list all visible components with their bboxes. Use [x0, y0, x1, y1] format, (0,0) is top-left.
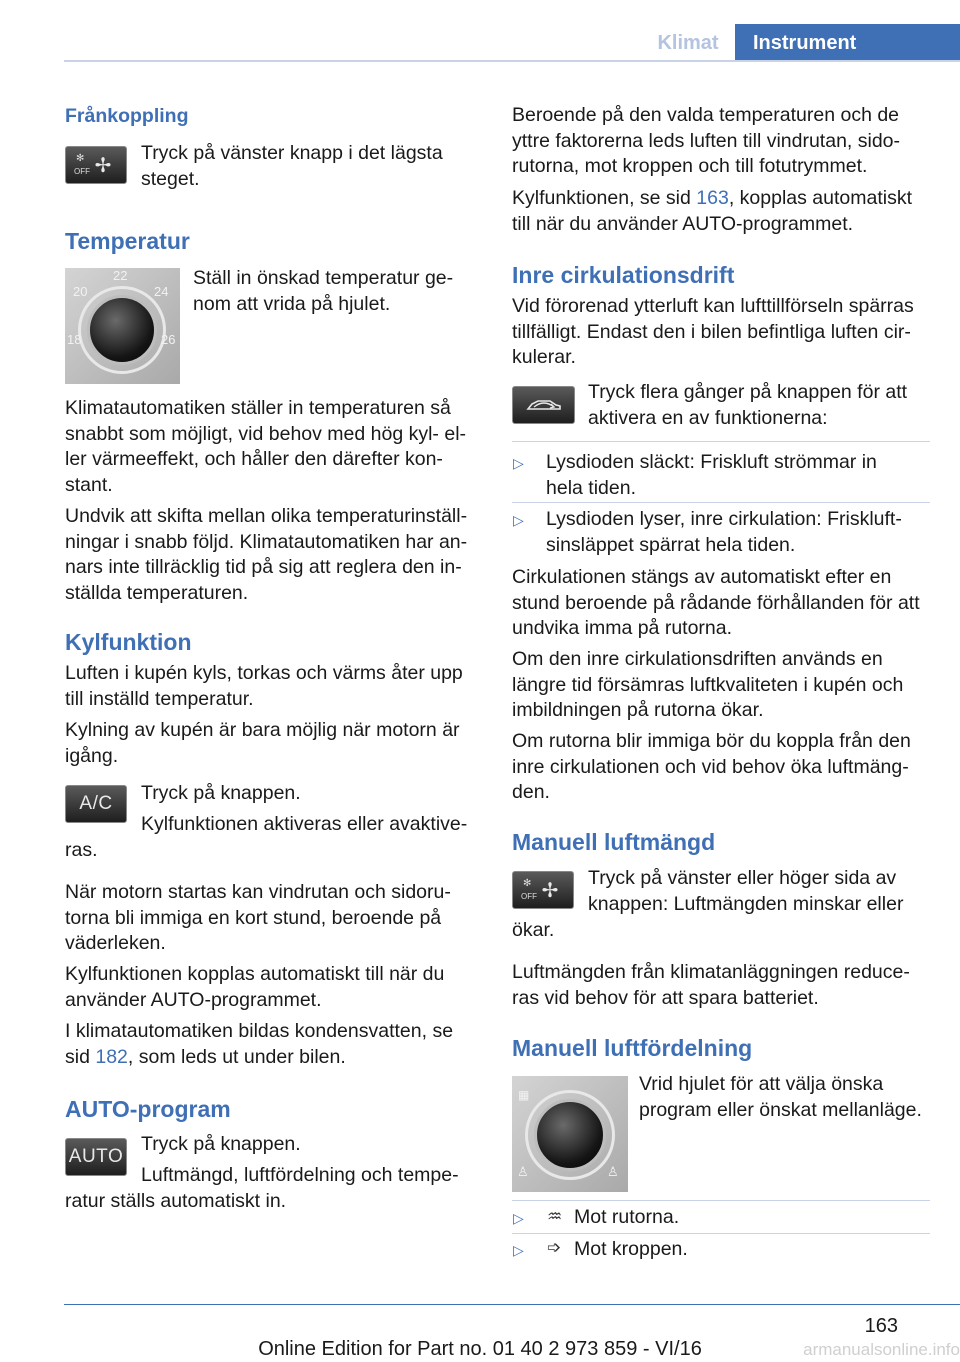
text-line: till när du använder AUTO-programmet.	[512, 212, 854, 235]
text-line: stant.	[65, 473, 113, 496]
page-number: 163	[864, 1315, 898, 1337]
text-line: yttre faktorerna leds luften till vindrutan, sido‐	[512, 129, 901, 152]
divider	[512, 1200, 930, 1201]
air-distribution-knob-image	[512, 1076, 628, 1192]
fan-icon: ✢	[94, 154, 112, 177]
heading-auto-program: AUTO-program	[65, 1096, 231, 1122]
text-line: I klimatautomatiken bildas kondensvatten, se	[65, 1020, 454, 1042]
text-line: ler värmeeffekt, och håller den därefter kon‐	[65, 448, 443, 471]
windshield-defrost-icon: ♒	[547, 1207, 563, 1226]
footer-divider	[64, 1304, 960, 1305]
auto-button-image	[65, 1138, 127, 1176]
text-line: Lysdioden lyser, inre cirkulation: Friskluft‐	[546, 508, 902, 530]
heading-kylfunktion: Kylfunktion	[65, 629, 192, 655]
text-line: längre tid försämras luftkvaliteten i kupén och	[512, 673, 904, 696]
luftmangd-paragraph	[512, 960, 942, 1011]
kylfunktion-btn-text-3: ras.	[65, 839, 98, 861]
text-line: ningar i snabb följd. Klimatautomatiken har an‐	[65, 530, 468, 553]
text-line: till inställd temperatur.	[65, 687, 254, 710]
text-line: Vid förorenad ytterluft kan lufttillförseln spärras	[512, 295, 914, 317]
heading-manuell-luftmangd: Manuell luftmängd	[512, 829, 716, 855]
text-line: Kylfunktionen, se sid 163, kopplas automatiskt	[512, 187, 913, 209]
temperatur-text-2: nom att vrida på hjulet.	[193, 293, 391, 315]
fan-off-button-image	[65, 146, 127, 184]
text-line: Klimatautomatiken ställer in temperaturen så	[65, 397, 451, 419]
auto-text-2: Luftmängd, luftfördelning och tempe‐	[141, 1164, 459, 1186]
text-line: ställda temperaturen.	[65, 581, 249, 604]
heading-inre-cirkulationsdrift: Inre cirkulationsdrift	[512, 262, 735, 288]
temperatur-paragraph-1	[65, 396, 485, 498]
frankoppling-text-2: steget.	[141, 168, 200, 190]
tab-klimat[interactable]: Klimat	[657, 32, 719, 54]
text-line: Kylfunktionen kopplas automatiskt till när du	[65, 963, 445, 985]
header-divider	[64, 60, 960, 62]
text-line: väderleken.	[65, 932, 166, 955]
air-distribution-knob	[534, 1099, 606, 1171]
text-line: Lysdioden släckt: Friskluft strömmar in	[546, 451, 877, 473]
body-airflow-icon: ♙	[517, 1164, 529, 1179]
text-line: hela tiden.	[546, 476, 636, 499]
text-line: använder AUTO-programmet.	[65, 988, 322, 1011]
body-airflow-icon: ➩	[547, 1238, 562, 1257]
recirculation-button-image	[512, 386, 575, 424]
list-item: Mot kroppen.	[574, 1238, 688, 1260]
kylfunktion-paragraph-5	[65, 1019, 485, 1070]
auto-button-label: AUTO	[68, 1146, 124, 1167]
bullet-triangle-icon: ▷	[513, 1210, 524, 1226]
text-line: Beroende på den valda temperaturen och de	[512, 104, 900, 126]
kylfunktion-paragraph-3	[65, 880, 485, 957]
text-line: nars inte tillräcklig tid på sig att reglera den in‐	[65, 556, 462, 579]
frankoppling-text-1: Tryck på vänster knapp i det lägsta	[141, 142, 443, 164]
inre-paragraph-2	[512, 565, 942, 642]
intro-paragraph	[512, 103, 942, 180]
bullet-triangle-icon: ▷	[513, 512, 524, 528]
bullet-triangle-icon: ▷	[513, 455, 524, 471]
list-item	[546, 450, 936, 501]
text-line: Luftmängden från klimatanläggningen reduce‐	[512, 961, 910, 983]
ac-button-label: A/C	[79, 793, 113, 814]
text-line: imbildningen på rutorna ökar.	[512, 699, 764, 722]
heading-temperatur: Temperatur	[65, 228, 190, 254]
temperature-knob	[87, 295, 157, 365]
knob-number: 26	[161, 332, 176, 347]
luftmangd-text-2: knappen: Luftmängden minskar eller	[588, 893, 904, 915]
text-line: Luften i kupén kyls, torkas och värms åter upp	[65, 662, 463, 684]
text-line: den.	[512, 781, 550, 804]
text-line: snabbt som möjligt, vid behov med hög kyl‐ el‐	[65, 422, 467, 445]
luftmangd-text-1: Tryck på vänster eller höger sida av	[588, 867, 897, 889]
temperatur-text-1: Ställ in önskad temperatur ge‐	[193, 267, 454, 289]
off-label: OFF	[521, 892, 537, 901]
auto-text-3: ratur ställs automatiskt in.	[65, 1190, 287, 1212]
text-line: undvika imma på rutorna.	[512, 617, 733, 640]
divider	[512, 502, 930, 503]
knob-number: 20	[73, 284, 88, 299]
text-line: rutorna, mot kroppen och till fotutrymmet.	[512, 155, 868, 178]
page-link-163[interactable]: 163	[696, 187, 729, 209]
list-item: Mot rutorna.	[574, 1206, 680, 1228]
text-line: igång.	[65, 744, 119, 767]
text-line: ras vid behov för att spara batteriet.	[512, 986, 819, 1009]
small-fan-icon: ✻	[523, 878, 532, 889]
divider	[512, 1233, 930, 1234]
bullet-triangle-icon: ▷	[513, 1242, 524, 1258]
text-line: Om rutorna blir immiga bör du koppla från den	[512, 730, 911, 752]
inre-paragraph-4	[512, 729, 942, 806]
tab-instrument[interactable]: Instrument	[735, 24, 960, 62]
fan-speed-button-image	[512, 871, 574, 909]
text-line: torna bli immiga en kort stund, beroende på	[65, 906, 442, 929]
knob-number: 22	[113, 268, 128, 283]
kylfunktion-paragraph-4	[65, 962, 485, 1013]
divider	[512, 441, 930, 442]
heading-frankoppling: Frånkoppling	[65, 105, 189, 127]
text-line: kulerar.	[512, 346, 576, 369]
watermark: armanualsonline.info	[803, 1340, 960, 1359]
kylfunktion-ref-paragraph	[512, 186, 942, 237]
text-line: Cirkulationen stängs av automatiskt efter en	[512, 566, 892, 588]
text-line: sid 182, som leds ut under bilen.	[65, 1045, 346, 1068]
knob-number: 24	[154, 284, 169, 299]
small-fan-icon: ✻	[76, 153, 85, 164]
fan-icon: ✢	[541, 879, 559, 902]
page-link-182[interactable]: 182	[95, 1045, 128, 1068]
text-line: stund beroende på rådande förhållanden för att	[512, 591, 920, 614]
off-label: OFF	[74, 167, 90, 176]
page-header	[0, 0, 960, 64]
text-line: Om den inre cirkulationsdriften används en	[512, 648, 883, 670]
inre-paragraph-1	[512, 294, 942, 371]
kylfunktion-btn-text-1: Tryck på knappen.	[141, 782, 301, 804]
text-line: tillfälligt. Endast den i bilen befintliga luften cir‐	[512, 320, 911, 343]
auto-text-1: Tryck på knappen.	[141, 1133, 301, 1155]
kylfunktion-paragraph-1	[65, 661, 485, 712]
windshield-icon: ▦	[518, 1088, 530, 1102]
luftmangd-text-3: ökar.	[512, 919, 555, 941]
text-line: När motorn startas kan vindrutan och sidoru‐	[65, 881, 451, 903]
footwell-icon: ♙	[607, 1164, 619, 1179]
text-line: Undvik att skifta mellan olika temperaturinställ‐	[65, 505, 468, 527]
inre-btn-text-1: Tryck flera gånger på knappen för att	[588, 381, 908, 403]
text-line: Kylning av kupén är bara möjlig när motorn är	[65, 719, 460, 741]
kylfunktion-paragraph-2	[65, 718, 485, 769]
footer-edition: Online Edition for Part no. 01 40 2 973 859 - VI/16	[258, 1338, 702, 1360]
luftfordelning-text-1: Vrid hjulet för att välja önska	[639, 1073, 884, 1095]
list-item	[546, 507, 936, 558]
inre-paragraph-3	[512, 647, 942, 724]
kylfunktion-btn-text-2: Kylfunktionen aktiveras eller avaktive‐	[141, 813, 468, 835]
heading-manuell-luftfordelning: Manuell luftfördelning	[512, 1035, 753, 1061]
ac-button-image	[65, 785, 127, 823]
text-line: inre cirkulationen och vid behov öka luftmäng‐	[512, 755, 909, 778]
inre-btn-text-2: aktivera en av funktionerna:	[588, 407, 828, 429]
luftfordelning-text-2: program eller önskat mellanläge.	[639, 1099, 922, 1121]
temperatur-paragraph-2	[65, 504, 485, 606]
car-recirculation-icon	[524, 395, 564, 415]
text-line: sinsläppet spärrat hela tiden.	[546, 533, 796, 556]
temperature-knob-image	[65, 268, 180, 384]
knob-number: 18	[67, 332, 82, 347]
